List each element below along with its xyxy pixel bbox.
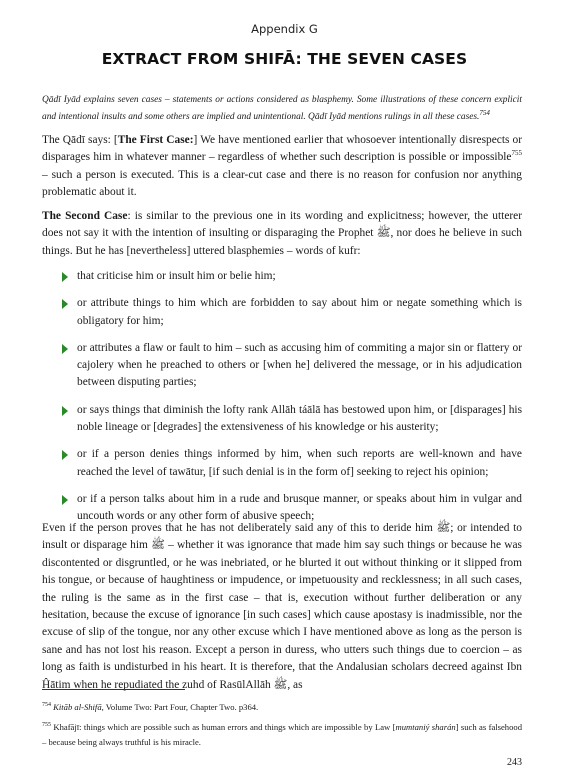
triangle-bullet-icon [62,272,68,282]
triangle-bullet-icon [62,344,68,354]
footnote-text-a: Khafājī: things which are possible such as human errors and things which are impossible by Law [ [51,722,396,732]
list-item [62,340,522,392]
page-title: EXTRACT FROM SHIFĀ: THE SEVEN CASES [101,50,468,68]
footnote-divider [42,689,185,690]
footnote-number: 754 [42,702,51,709]
footnote-755 [42,720,522,750]
second-case-paragraph [42,208,522,260]
p1-part-b: ] We have mentioned earlier that whosoever intentionally disrespects or disparages him in whatever manner – regardless of whether such description is possible or impossible [42,134,523,164]
footnote-ref-754[interactable]: 754 [479,108,490,117]
p1-part-a: The Qādī says: [ [42,134,118,146]
list-item-text: that criticise him or insult him or belie him; [77,270,276,282]
footnote-book-title: Kitāb al-Shifā [53,702,102,712]
intro-paragraph [42,92,522,126]
first-case-paragraph [42,132,522,201]
appendix-label: Appendix G [251,22,318,36]
list-item-text: or says things that diminish the lofty rank Allāh táālā has bestowed upon him, or [disparages] his noble lineage or [degrades] the extensiveness of his knowledge or his austerity; [77,403,522,434]
triangle-bullet-icon [62,495,68,505]
list-item-text: or attributes a flaw or fault to him – such as accusing him of commiting a major sin or flattery or cajolery when he preached to others or [when he] delivered the message, or in his adjudication between disputing parties; [77,341,522,389]
footnote-text-b: ] such as falsehood – because being always truthful is his miracle. [42,722,522,747]
list-item [62,402,522,437]
list-item [62,446,522,481]
list-item-text: or if a person talks about him in a rude and brusque manner, or speaks about him in vulgar and uncouth words or any other form of abusive speech; [77,492,522,523]
kufr-words-list [62,268,522,536]
ruling-paragraph: Even if the person proves that he has not deliberately said any of this to deride him ﷺ; or intended to insult or disparage him ﷺ – whether it was ignorance that made him say such things or because he was discontented or disgruntled, or he was inebriated, or he blurted it out without thinking or it slipped from his tongue, or because of haughtiness or impudence, or impetuousity and recklessness; in all such cases, the ruling is the same as in the first case – that is, execution without further deliberation or any hesitation, because the excuse of ignorance [in such cases] which cause apostasy is inadmissible, nor the excuse of slip of the tongue, nor any other excuse which I have mentioned above as long as the person is sane and has not lost his reason. Except a person in duress, who utters such things due to coercion – as long as faith is undisturbed in his heart. It is therefore, that the Andalusian scholars decreed against Ibn Ĥātim when he repudiated the zuhd of RasūlAllāh ﷺ, as [42,522,522,691]
footnote-text: , Volume Two: Part Four, Chapter Two. p364. [101,702,259,712]
triangle-bullet-icon [62,450,68,460]
intro-text: Qādī Iyād explains seven cases – statements or actions considered as blasphemy. Some illustrations of these concern explicit and intentional insults and some others are implied and unintentional. Qādī Iyād mentions rulings in all these cases. [42,95,522,122]
first-case-heading: The First Case: [117,134,194,146]
p2-text: : is similar to the previous one in its wording and explicitness; however, the utterer does not say it with the intention of insulting or disparaging the Prophet ﷺ, nor does he believe in such things. But he has [nevertheless] uttered blasphemies – words of kufr: [42,210,523,257]
second-case-heading: The Second Case [42,210,128,222]
list-item-text: or if a person denies things informed by him, when such reports are well-known and have reached the level of tawātur, [if such denial is in the form of] seeking to reject his opinion; [77,448,522,478]
footnote-number: 755 [42,722,51,729]
footnote-754 [42,700,522,715]
triangle-bullet-icon [62,299,68,309]
list-item [62,268,522,285]
p1-part-c: – such a person is executed. This is a clear-cut case and there is no reason for confusion nor anything problematic about it. [42,168,522,198]
footnote-italic-term: mumtaniý sharán [395,722,456,732]
footnote-ref-755[interactable]: 755 [511,149,522,158]
list-item [62,295,522,330]
list-item-text: or attribute things to him which are forbidden to say about him or negate something which is obligatory for him; [77,297,522,327]
page-number: 243 [507,757,522,768]
triangle-bullet-icon [62,406,68,416]
